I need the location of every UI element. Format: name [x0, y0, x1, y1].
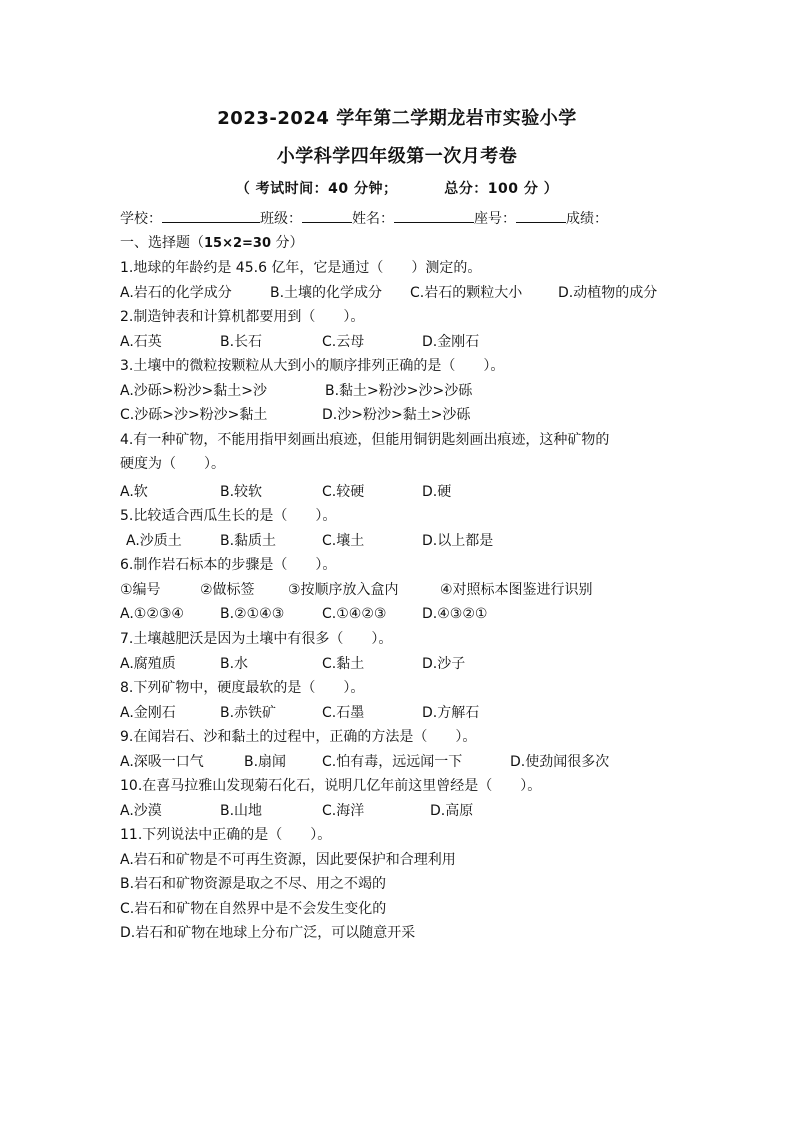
question-stem: 4.有一种矿物，不能用指甲刻画出痕迹，但能用铜钥匙刻画出痕迹，这种矿物的	[120, 432, 610, 448]
step-4: ④对照标本图鉴进行识别	[440, 582, 593, 598]
option-a[interactable]: A.软	[120, 484, 148, 500]
option-a[interactable]: A.岩石的化学成分	[120, 285, 232, 301]
option-b[interactable]: B.长石	[220, 334, 263, 350]
option-b[interactable]: B.扇闻	[244, 754, 287, 770]
option-a[interactable]: A.沙漠	[120, 803, 162, 819]
step-1: ①编号	[120, 582, 161, 598]
option-d[interactable]: D.岩石和矿物在地球上分布广泛，可以随意开采	[120, 925, 416, 941]
option-b[interactable]: B.黏质土	[220, 533, 277, 549]
option-a[interactable]: A.沙砾>粉沙>黏土>沙	[120, 383, 267, 399]
school-blank[interactable]	[162, 208, 260, 223]
step-3: ③按顺序放入盒内	[288, 582, 399, 598]
option-d[interactable]: D.硬	[422, 484, 452, 500]
option-d[interactable]: D.金刚石	[422, 334, 480, 350]
exam-info	[0, 178, 794, 198]
option-b[interactable]: B.岩石和矿物资源是取之不尽、用之不竭的	[120, 876, 387, 892]
exam-title-line1: 2023-2024 学年第二学期龙岩市实验小学	[217, 108, 577, 129]
question-stem: 5.比较适合西瓜生长的是（ ）。	[120, 508, 337, 524]
question-stem: 6.制作岩石标本的步骤是（ ）。	[120, 557, 337, 573]
class-label: 班级：	[260, 211, 302, 227]
grade-label: 成绩：	[566, 211, 608, 227]
seat-blank[interactable]	[516, 208, 566, 223]
exam-time: （ 考试时间：40 分钟；	[235, 181, 398, 197]
option-a[interactable]: A.石英	[120, 334, 162, 350]
option-b[interactable]: B.土壤的化学成分	[270, 285, 383, 301]
exam-total-score: 总分：100 分 ）	[444, 181, 559, 197]
question-stem: 1.地球的年龄约是 45.6 亿年，它是通过（ ）测定的。	[120, 260, 482, 276]
option-c[interactable]: C.黏土	[322, 656, 365, 672]
exam-title-line2: 小学科学四年级第一次月考卷	[276, 146, 518, 167]
option-c[interactable]: C.怕有毒，远远闻一下	[322, 754, 463, 770]
option-d[interactable]: D.沙子	[422, 656, 466, 672]
option-d[interactable]: D.④③②①	[422, 606, 488, 622]
question-stem: 11.下列说法中正确的是（ ）。	[120, 827, 332, 843]
option-a[interactable]: A.金刚石	[120, 705, 176, 721]
option-d[interactable]: D.以上都是	[422, 533, 494, 549]
option-a[interactable]: A.沙质土	[126, 533, 182, 549]
option-c[interactable]: C.壤土	[322, 533, 365, 549]
option-c[interactable]: C.沙砾>沙>粉沙>黏土	[120, 407, 268, 423]
option-c[interactable]: C.海洋	[322, 803, 365, 819]
school-label: 学校：	[120, 211, 162, 227]
option-a[interactable]: A.深吸一口气	[120, 754, 204, 770]
name-label: 姓名：	[352, 211, 394, 227]
question-stem: 2.制造钟表和计算机都要用到（ ）。	[120, 309, 365, 325]
option-b[interactable]: B.较软	[220, 484, 263, 500]
section-title: 一、选择题（15×2=30 分）	[120, 235, 304, 251]
option-d[interactable]: D.动植物的成分	[558, 285, 658, 301]
section-score: 15×2=30	[204, 236, 272, 251]
question-stem: 7.土壤越肥沃是因为土壤中有很多（ ）。	[120, 631, 393, 647]
option-d[interactable]: D.高原	[430, 803, 474, 819]
option-d[interactable]: D.沙>粉沙>黏土>沙砾	[322, 407, 471, 423]
option-c[interactable]: C.岩石的颗粒大小	[410, 285, 523, 301]
name-blank[interactable]	[394, 208, 474, 223]
option-a[interactable]: A.岩石和矿物是不可再生资源，因此要保护和合理利用	[120, 852, 456, 868]
option-c[interactable]: C.较硬	[322, 484, 365, 500]
option-b[interactable]: B.黏土>粉沙>沙>沙砾	[325, 383, 473, 399]
option-a[interactable]: A.腐殖质	[120, 656, 176, 672]
question-stem: 10.在喜马拉雅山发现菊石化石，说明几亿年前这里曾经是（ ）。	[120, 778, 542, 794]
option-c[interactable]: C.云母	[322, 334, 365, 350]
step-2: ②做标签	[200, 582, 255, 598]
question-stem: 3.土壤中的微粒按颗粒从大到小的顺序排列正确的是（ ）。	[120, 358, 505, 374]
option-d[interactable]: D.使劲闻很多次	[510, 754, 610, 770]
option-d[interactable]: D.方解石	[422, 705, 480, 721]
option-b[interactable]: B.赤铁矿	[220, 705, 277, 721]
option-b[interactable]: B.②①④③	[220, 606, 285, 622]
question-stem-continued: 硬度为（ ）。	[120, 456, 225, 472]
option-c[interactable]: C.①④②③	[322, 606, 387, 622]
student-info-row	[120, 208, 608, 228]
question-stem: 8.下列矿物中，硬度最软的是（ ）。	[120, 680, 365, 696]
class-blank[interactable]	[302, 208, 352, 223]
option-a[interactable]: A.①②③④	[120, 606, 184, 622]
seat-label: 座号：	[474, 211, 516, 227]
option-b[interactable]: B.山地	[220, 803, 263, 819]
option-b[interactable]: B.水	[220, 656, 249, 672]
question-stem: 9.在闻岩石、沙和黏土的过程中，正确的方法是（ ）。	[120, 729, 477, 745]
option-c[interactable]: C.岩石和矿物在自然界中是不会发生变化的	[120, 901, 387, 917]
option-c[interactable]: C.石墨	[322, 705, 365, 721]
